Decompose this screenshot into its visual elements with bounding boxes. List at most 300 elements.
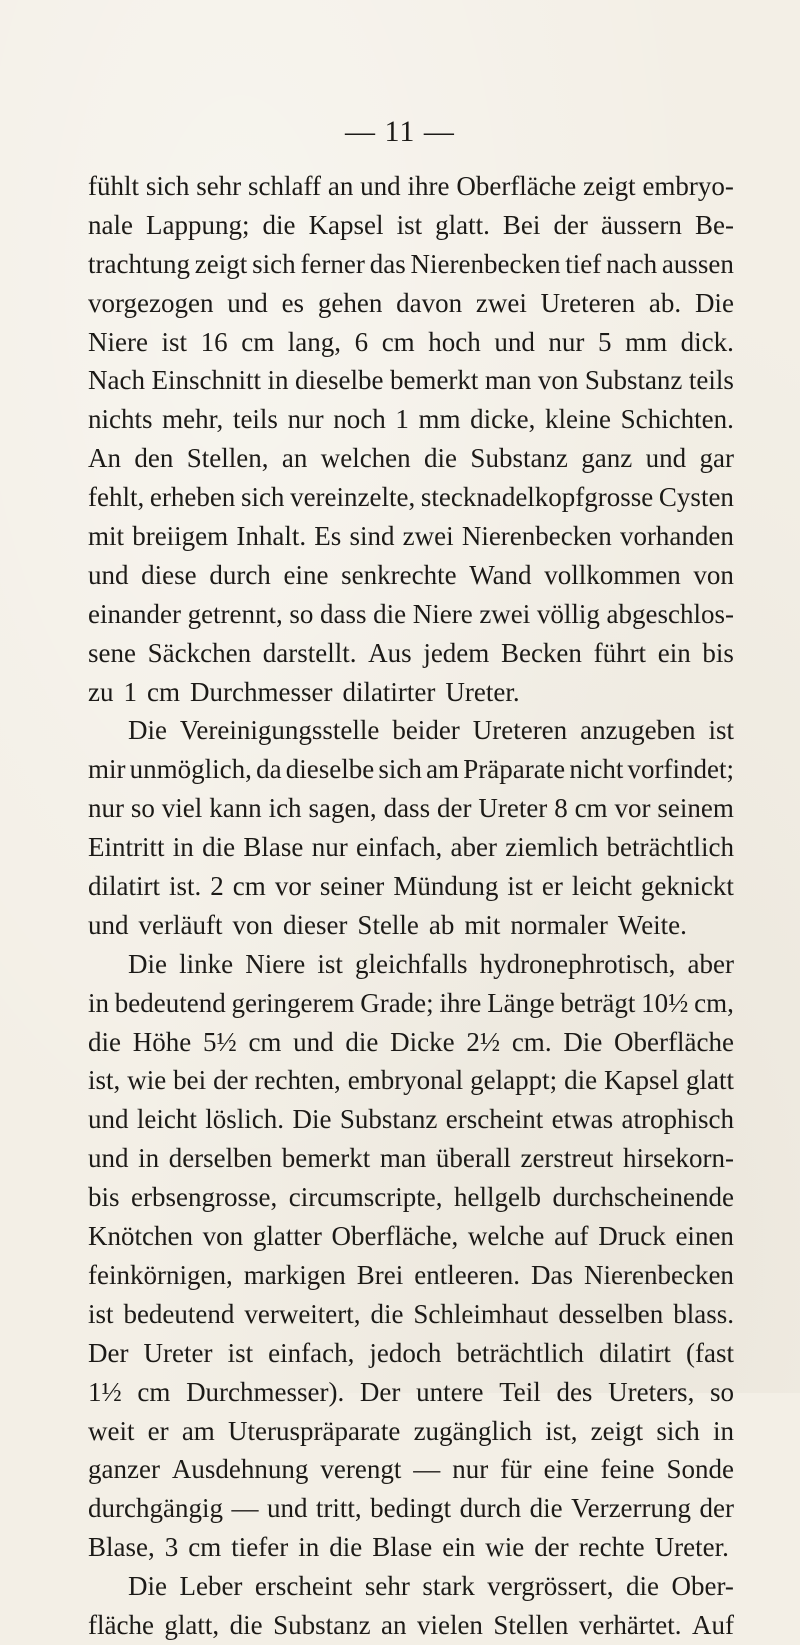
- word: schlaff: [248, 171, 321, 201]
- word: ist: [507, 871, 533, 902]
- word: Stellen: [493, 1609, 569, 1640]
- word: davon: [396, 287, 463, 318]
- word: Blase: [372, 1532, 433, 1563]
- word: Die: [128, 1571, 167, 1602]
- text-line: [88, 945, 734, 984]
- word: so: [289, 598, 314, 629]
- word: senkrechte: [341, 559, 457, 590]
- word: leicht: [136, 1104, 197, 1135]
- word: des: [556, 1376, 593, 1407]
- word: Weite.: [617, 909, 687, 940]
- word: Kapsel: [308, 209, 384, 240]
- word: die: [329, 1532, 363, 1563]
- word: teils: [688, 365, 734, 396]
- word: Höhe: [132, 1026, 192, 1057]
- word: gelappt;: [470, 1065, 558, 1096]
- word: Niere: [88, 326, 148, 357]
- word: nur: [88, 793, 124, 824]
- word: Die: [128, 948, 167, 979]
- word: Ober-: [671, 1571, 734, 1602]
- text-line: [88, 517, 734, 556]
- word: cm.: [511, 1026, 552, 1057]
- word: dicke,: [470, 404, 536, 435]
- word: vorfindet;: [627, 754, 734, 785]
- word: Substanz: [470, 443, 568, 474]
- word: und: [494, 326, 535, 357]
- word: leicht: [571, 871, 632, 902]
- word: von: [537, 365, 579, 396]
- word: blass.: [673, 1298, 734, 1329]
- word: —: [231, 1493, 259, 1524]
- word: führt: [593, 637, 647, 668]
- word: der: [534, 1532, 569, 1563]
- text-line: [88, 984, 734, 1023]
- word: er: [541, 871, 563, 902]
- word: und: [227, 287, 268, 318]
- word: markigen: [243, 1259, 346, 1290]
- word: Vereinigungsstelle: [179, 715, 380, 746]
- word: hoch: [428, 326, 481, 357]
- word: cm: [381, 326, 415, 357]
- word: cm: [241, 326, 275, 357]
- word: Cysten: [658, 482, 734, 513]
- word: und: [88, 559, 129, 590]
- word: 1: [123, 676, 137, 707]
- word: beträchtlich: [606, 832, 734, 863]
- word: erheben: [149, 482, 236, 513]
- word: zwei: [479, 598, 531, 629]
- word: völlig: [536, 598, 600, 629]
- word: wie: [485, 1532, 525, 1563]
- text-line: [88, 478, 734, 517]
- word: bemerkt: [281, 1143, 371, 1174]
- word: sich: [252, 248, 296, 279]
- word: die: [202, 832, 236, 863]
- body-text: [88, 167, 734, 1645]
- word: linke: [179, 948, 234, 979]
- word: Blase: [243, 832, 304, 863]
- word: weit: [88, 1415, 135, 1446]
- word: gar: [699, 443, 734, 474]
- word: stecknadelkopfgrosse: [420, 482, 654, 513]
- word: bedeutend: [123, 1298, 235, 1329]
- word: Teil: [499, 1376, 541, 1407]
- word: Bei: [502, 209, 541, 240]
- word: 8: [554, 793, 568, 824]
- word: durch: [459, 1493, 522, 1524]
- text-line: [88, 1373, 734, 1412]
- word: und: [88, 909, 129, 940]
- word: von: [232, 909, 273, 940]
- word: ihre: [439, 987, 482, 1018]
- word: eine: [543, 1454, 589, 1485]
- word: cm: [248, 1026, 282, 1057]
- word: 5: [598, 326, 612, 357]
- word: sehr: [364, 1571, 410, 1602]
- word: 1: [395, 404, 409, 435]
- word: der: [553, 209, 588, 240]
- word: ferner: [300, 248, 365, 279]
- word: und: [293, 1026, 334, 1057]
- word: es: [281, 287, 305, 318]
- word: Ureter: [143, 1337, 213, 1368]
- word: erscheint: [254, 1571, 353, 1602]
- word: Leber: [179, 1571, 243, 1602]
- word: Länge: [487, 987, 555, 1018]
- word: Die: [128, 715, 167, 746]
- text-line: [88, 789, 734, 828]
- word: dilatirt: [88, 871, 160, 902]
- word: Das: [530, 1259, 573, 1290]
- word: mm: [625, 326, 668, 357]
- word: zugänglich: [413, 1415, 533, 1446]
- word: Die: [563, 1026, 603, 1057]
- word: hirsekorn-: [623, 1143, 734, 1174]
- word: Dicke: [390, 1026, 455, 1057]
- text-line: [88, 750, 734, 789]
- word: Die: [292, 1104, 332, 1135]
- word: durchscheinende: [552, 1182, 734, 1213]
- word: Oberfläche,: [331, 1221, 459, 1252]
- word: die: [373, 598, 407, 629]
- word: glatt.: [435, 209, 490, 240]
- text-line: [88, 1489, 734, 1528]
- word: trachtung: [88, 248, 190, 279]
- word: jedoch: [369, 1337, 442, 1368]
- word: vergrössert,: [487, 1571, 614, 1602]
- word: rechten,: [254, 1065, 341, 1096]
- word: —: [413, 1454, 441, 1485]
- word: glatter: [252, 1221, 322, 1252]
- word: eine: [283, 559, 329, 590]
- text-line: [88, 1178, 734, 1217]
- word: Schleimhaut: [413, 1298, 549, 1329]
- word: Oberfläche: [614, 1026, 734, 1057]
- word: viel: [161, 793, 203, 824]
- word: Es: [314, 521, 342, 552]
- word: nur: [287, 404, 324, 435]
- word: bis: [702, 637, 734, 668]
- word: dilatirt: [598, 1337, 671, 1368]
- word: ein: [657, 637, 691, 668]
- word: bemerkt: [389, 365, 479, 396]
- word: entleeren.: [414, 1259, 520, 1290]
- word: nicht: [569, 754, 624, 785]
- word: glatt: [685, 1065, 734, 1096]
- word: welche: [467, 1221, 545, 1252]
- word: verläuft: [138, 909, 223, 940]
- text-line: [88, 828, 734, 867]
- word: nur: [311, 832, 348, 863]
- word: untere: [416, 1376, 484, 1407]
- word: die: [229, 1609, 263, 1640]
- word: 10½: [641, 987, 689, 1018]
- word: 2: [210, 871, 224, 902]
- text-line: [88, 906, 734, 945]
- word: unmöglich,: [129, 754, 252, 785]
- word: in: [88, 987, 110, 1018]
- word: cm,: [694, 987, 734, 1018]
- word: derselben: [168, 1143, 273, 1174]
- word: beträgt: [560, 987, 636, 1018]
- word: 1½: [88, 1376, 122, 1407]
- word: nale: [88, 209, 133, 240]
- word: Die: [694, 287, 734, 318]
- word: der: [213, 1065, 248, 1096]
- word: überall: [435, 1143, 511, 1174]
- word: kann: [209, 793, 262, 824]
- word: desselben: [558, 1298, 664, 1329]
- word: Nach: [88, 365, 145, 396]
- text-line: [88, 1450, 734, 1489]
- word: zeigt: [583, 171, 636, 201]
- word: Uteruspräparate: [228, 1415, 401, 1446]
- word: kleine: [545, 404, 611, 435]
- word: Nierenbecken: [584, 1259, 734, 1290]
- word: zeigt: [194, 248, 248, 279]
- text-line: [88, 167, 734, 206]
- word: man: [484, 365, 532, 396]
- word: dieselbe: [294, 365, 384, 396]
- word: da: [256, 754, 282, 785]
- word: er: [147, 1415, 169, 1446]
- word: Substanz: [273, 1609, 371, 1640]
- text-line: [88, 206, 734, 245]
- word: an: [327, 171, 354, 201]
- word: vor: [274, 871, 311, 902]
- word: 2½: [466, 1026, 501, 1057]
- word: einen: [675, 1221, 734, 1252]
- word: Einschnitt: [151, 365, 261, 396]
- word: tiefer: [231, 1532, 289, 1563]
- word: zwei: [402, 521, 454, 552]
- word: Nierenbecken: [410, 248, 561, 279]
- word: geknickt: [640, 871, 734, 902]
- word: Substanz: [339, 1104, 438, 1135]
- word: Sonde: [666, 1454, 734, 1485]
- word: beider: [392, 715, 460, 746]
- word: vielen: [416, 1609, 483, 1640]
- word: mit: [464, 909, 501, 940]
- word: Becken: [500, 637, 582, 668]
- word: und: [88, 1104, 129, 1135]
- text-line: [88, 1412, 734, 1451]
- word: vereinzelte,: [290, 482, 416, 513]
- text-line: [88, 673, 734, 712]
- word: jedem: [423, 637, 490, 668]
- word: die: [564, 1065, 598, 1096]
- word: vor: [614, 793, 651, 824]
- text-line: [88, 1139, 734, 1178]
- word: in: [172, 832, 194, 863]
- word: ist,: [88, 1065, 121, 1096]
- word: Ureter.: [654, 1532, 729, 1563]
- word: man: [379, 1143, 427, 1174]
- word: Be-: [694, 209, 734, 240]
- word: so: [709, 1376, 734, 1407]
- word: vorhanden: [619, 521, 734, 552]
- word: sich: [145, 171, 190, 201]
- word: so: [130, 793, 155, 824]
- text-line: [88, 1334, 734, 1373]
- word: welchen: [320, 443, 411, 474]
- word: von: [693, 559, 734, 590]
- word: Inhalt.: [236, 521, 307, 552]
- word: aber: [687, 948, 734, 979]
- word: auf: [554, 1221, 589, 1252]
- word: beträchtlich: [456, 1337, 584, 1368]
- word: atrophisch: [621, 1104, 734, 1135]
- text-line: [88, 400, 734, 439]
- word: durchgängig: [88, 1493, 223, 1524]
- word: teils: [232, 404, 278, 435]
- word: mehr,: [162, 404, 224, 435]
- word: rechte: [578, 1532, 645, 1563]
- word: circumscripte,: [288, 1182, 443, 1213]
- word: normaler: [510, 909, 608, 940]
- word: am: [181, 1415, 215, 1446]
- word: ist: [88, 1298, 114, 1329]
- word: an: [281, 443, 308, 474]
- word: geringerem: [231, 987, 355, 1018]
- word: ist.: [169, 871, 202, 902]
- word: tritt,: [315, 1493, 362, 1524]
- word: An: [88, 443, 121, 474]
- word: embryonal: [347, 1065, 464, 1096]
- word: dieser: [282, 909, 348, 940]
- word: von: [202, 1221, 244, 1252]
- text-line: [88, 361, 734, 400]
- word: die: [345, 1026, 379, 1057]
- word: zerstreut: [520, 1143, 614, 1174]
- word: cm: [574, 793, 608, 824]
- word: erbsengrosse,: [131, 1182, 278, 1213]
- word: in: [712, 1415, 734, 1446]
- word: tief: [565, 248, 602, 279]
- word: ich: [268, 793, 302, 824]
- word: der: [699, 1493, 734, 1524]
- word: verengt: [320, 1454, 402, 1485]
- word: ist: [161, 326, 188, 357]
- word: cm: [188, 1532, 222, 1563]
- word: Ureter.: [445, 676, 520, 707]
- word: die: [88, 1026, 121, 1057]
- text-line: [88, 1023, 734, 1062]
- word: sagen,: [308, 793, 377, 824]
- text-line: [88, 634, 734, 673]
- word: einfach,: [268, 1337, 355, 1368]
- text-line: [88, 1217, 734, 1256]
- word: vorgezogen: [88, 287, 214, 318]
- text-line: [88, 1256, 734, 1295]
- word: 6: [354, 326, 369, 357]
- word: ziemlich: [505, 832, 599, 863]
- word: Ausdehnung: [171, 1454, 309, 1485]
- word: Grade;: [360, 987, 434, 1018]
- word: für: [500, 1454, 532, 1485]
- word: aussen: [661, 248, 734, 279]
- word: gleichfalls: [355, 948, 468, 979]
- word: lang,: [287, 326, 342, 357]
- word: ab: [428, 909, 455, 940]
- word: anzugeben: [580, 715, 696, 746]
- word: dilatirter: [342, 676, 436, 707]
- text-line: [88, 1606, 734, 1645]
- word: wie: [127, 1065, 167, 1096]
- word: feine: [600, 1454, 655, 1485]
- word: äussern: [600, 209, 682, 240]
- word: sich: [240, 482, 285, 513]
- text-line: [88, 245, 734, 284]
- word: verhärtet.: [578, 1609, 682, 1640]
- text-line: [88, 1567, 734, 1606]
- text-line: [88, 711, 734, 750]
- word: in: [267, 365, 289, 396]
- word: Verzerrung: [571, 1493, 692, 1524]
- text-line: [88, 556, 734, 595]
- word: sich: [378, 754, 422, 785]
- word: Niere: [412, 598, 473, 629]
- word: 3: [164, 1532, 179, 1563]
- word: Durchmesser: [189, 676, 333, 707]
- word: Ureters,: [608, 1376, 695, 1407]
- word: Druck: [598, 1221, 666, 1252]
- word: embryo-: [642, 171, 734, 201]
- word: das: [369, 248, 406, 279]
- word: sich: [656, 1415, 700, 1446]
- text-line: [88, 284, 734, 323]
- word: erscheint: [445, 1104, 544, 1135]
- word: stark: [422, 1571, 475, 1602]
- word: Ureteren: [540, 287, 636, 318]
- word: dieselbe: [285, 754, 375, 785]
- text-line: [88, 1295, 734, 1334]
- word: der: [436, 793, 472, 824]
- word: Brei: [356, 1259, 404, 1290]
- word: sehr: [196, 171, 242, 201]
- word: ist: [317, 948, 343, 979]
- word: darstellt.: [262, 637, 357, 668]
- word: ist,: [545, 1415, 578, 1446]
- word: breiigem: [132, 521, 229, 552]
- text-line: [88, 1100, 734, 1139]
- word: die: [424, 443, 458, 474]
- word: Kapsel: [604, 1065, 679, 1096]
- word: nach: [606, 248, 658, 279]
- word: an: [381, 1609, 407, 1640]
- word: Blase,: [88, 1532, 155, 1563]
- word: die: [626, 1571, 659, 1602]
- word: löslich.: [205, 1104, 285, 1135]
- word: vollkommen: [544, 559, 681, 590]
- word: mit: [88, 521, 125, 552]
- word: glatt,: [164, 1609, 220, 1640]
- word: und: [645, 443, 687, 474]
- word: die: [529, 1493, 563, 1524]
- text-line: [88, 1528, 734, 1567]
- text-line: [88, 439, 734, 478]
- word: Säckchen: [147, 637, 252, 668]
- text-line: [88, 323, 734, 362]
- word: Schichten.: [620, 404, 734, 435]
- word: einfach,: [356, 832, 443, 863]
- word: dass: [320, 598, 367, 629]
- word: gehen: [317, 287, 383, 318]
- word: 5½: [202, 1026, 237, 1057]
- word: sene: [88, 637, 136, 668]
- word: Präparate: [463, 754, 566, 785]
- word: bis: [88, 1182, 120, 1213]
